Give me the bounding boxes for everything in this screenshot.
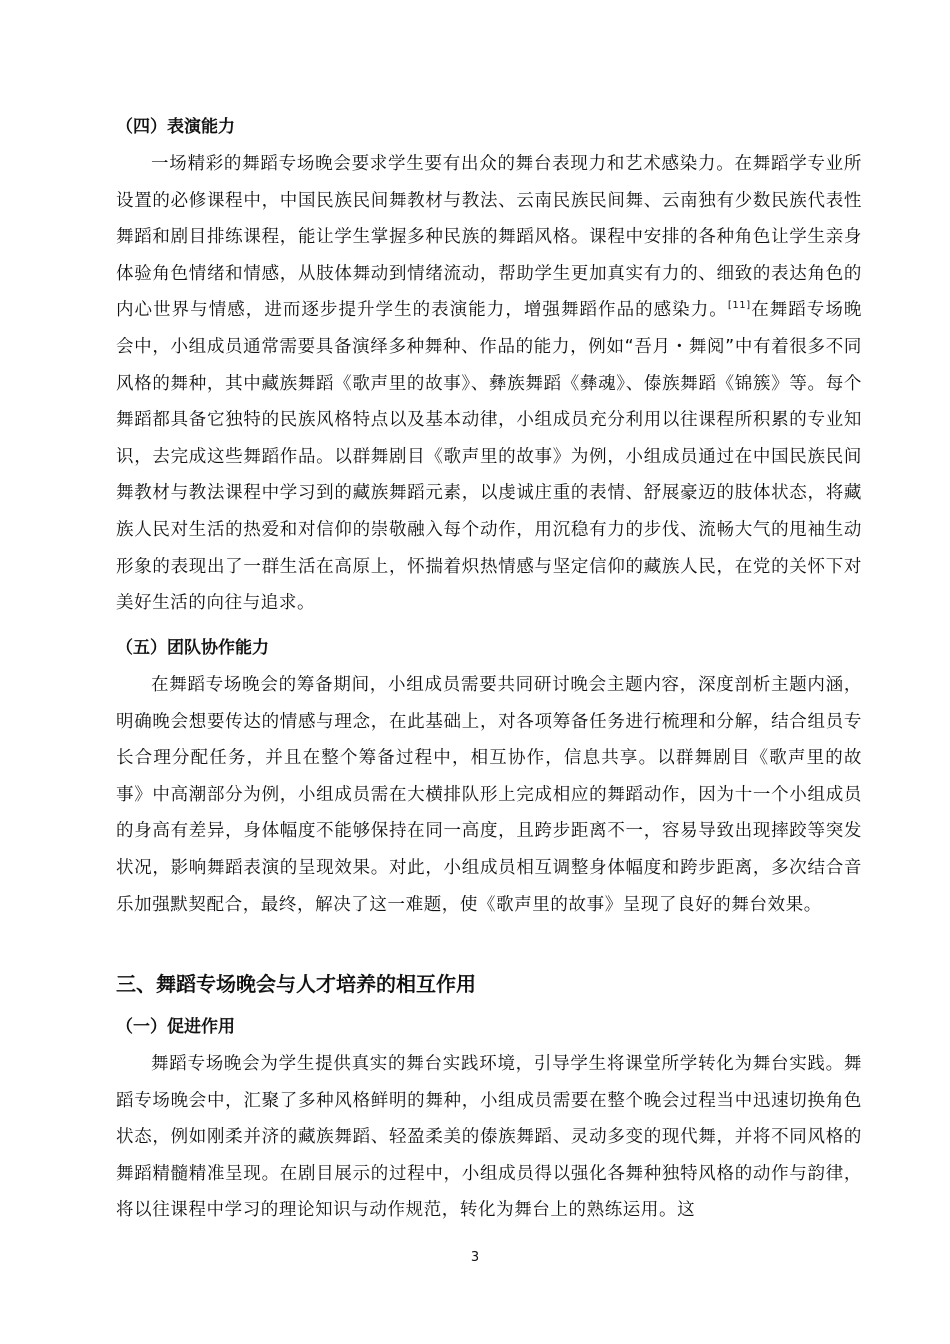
paragraph-performance xyxy=(116,146,862,622)
section-body-performance xyxy=(116,146,862,622)
citation-marker: [11] xyxy=(727,300,751,312)
chapter-heading-interaction: 三、舞蹈专场晚会与人才培养的相互作用 xyxy=(116,972,476,996)
section-heading-teamwork: （五）团队协作能力 xyxy=(116,638,269,658)
paragraph-teamwork: 在舞蹈专场晚会的筹备期间，小组成员需要共同研讨晚会主题内容，深度剖析主题内涵，明确晚会想要传达的情感与理念，在此基础上，对各项筹备任务进行梳理和分解，结合组员专长合理分配任务，并且在整个筹备过程中，相互协作，信息共享。以群舞剧目《歌声里的故事》中高潮部分为例，小组成员需在大横排队形上完成相应的舞蹈动作，因为十一个小组成员的身高有差异，身体幅度不能够保持在同一高度，且跨步距离不一，容易导致出现摔跤等突发状况，影响舞蹈表演的呈现效果。对此，小组成员相互调整身体幅度和跨步距离，多次结合音乐加强默契配合，最终，解决了这一难题，使《歌声里的故事》呈现了良好的舞台效果。 xyxy=(116,675,862,915)
section-body-teamwork xyxy=(116,667,862,923)
paragraph-promotion: 舞蹈专场晚会为学生提供真实的舞台实践环境，引导学生将课堂所学转化为舞台实践。舞蹈专场晚会中，汇聚了多种风格鲜明的舞种，小组成员需要在整个晚会过程当中迅速切换角色状态，例如刚柔并济的藏族舞蹈、轻盈柔美的傣族舞蹈、灵动多变的现代舞，并将不同风格的舞蹈精髓精准呈现。在剧目展示的过程中，小组成员得以强化各舞种独特风格的动作与韵律，将以往课程中学习的理论知识与动作规范，转化为舞台上的熟练运用。这 xyxy=(116,1054,862,1221)
page-number: 3 xyxy=(470,1250,480,1265)
section-heading-promotion: （一）促进作用 xyxy=(116,1017,235,1037)
paragraph-text: 一场精彩的舞蹈专场晚会要求学生要有出众的舞台表现力和艺术感染力。在舞蹈学专业所设置的必修课程中，中国民族民间舞教材与教法、云南民族民间舞、云南独有少数民族代表性舞蹈和剧目排练课程，能让学生掌握多种民族的舞蹈风格。课程中安排的各种角色让学生亲身体验角色情绪和情感，从肢体舞动到情绪流动，帮助学生更加真实有力的、细致的表达角色的内心世界与情感，进而逐步提升学生的表演能力，增强舞蹈作品的感染力。 xyxy=(116,154,862,321)
section-heading-performance: （四）表演能力 xyxy=(116,117,235,137)
paragraph-text: 在舞蹈专场晚会中，小组成员通常需要具备演绎多种舞种、作品的能力，例如“吾月・舞阅”中有着很多不同风格的舞种，其中藏族舞蹈《歌声里的故事》、彝族舞蹈《彝魂》、傣族舞蹈《锦簇》等。每个舞蹈都具备它独特的民族风格特点以及基本动律，小组成员充分利用以往课程所积累的专业知识，去完成这些舞蹈作品。以群舞剧目《歌声里的故事》为例，小组成员通过在中国民族民间舞教材与教法课程中学习到的藏族舞蹈元素，以虔诚庄重的表情、舒展豪迈的肢体状态，将藏族人民对生活的热爱和对信仰的崇敬融入每个动作，用沉稳有力的步伐、流畅大气的甩袖生动形象的表现出了一群生活在高原上，怀揣着炽热情感与坚定信仰的藏族人民，在党的关怀下对美好生活的向往与追求。 xyxy=(116,300,862,614)
section-body-promotion xyxy=(116,1046,862,1229)
